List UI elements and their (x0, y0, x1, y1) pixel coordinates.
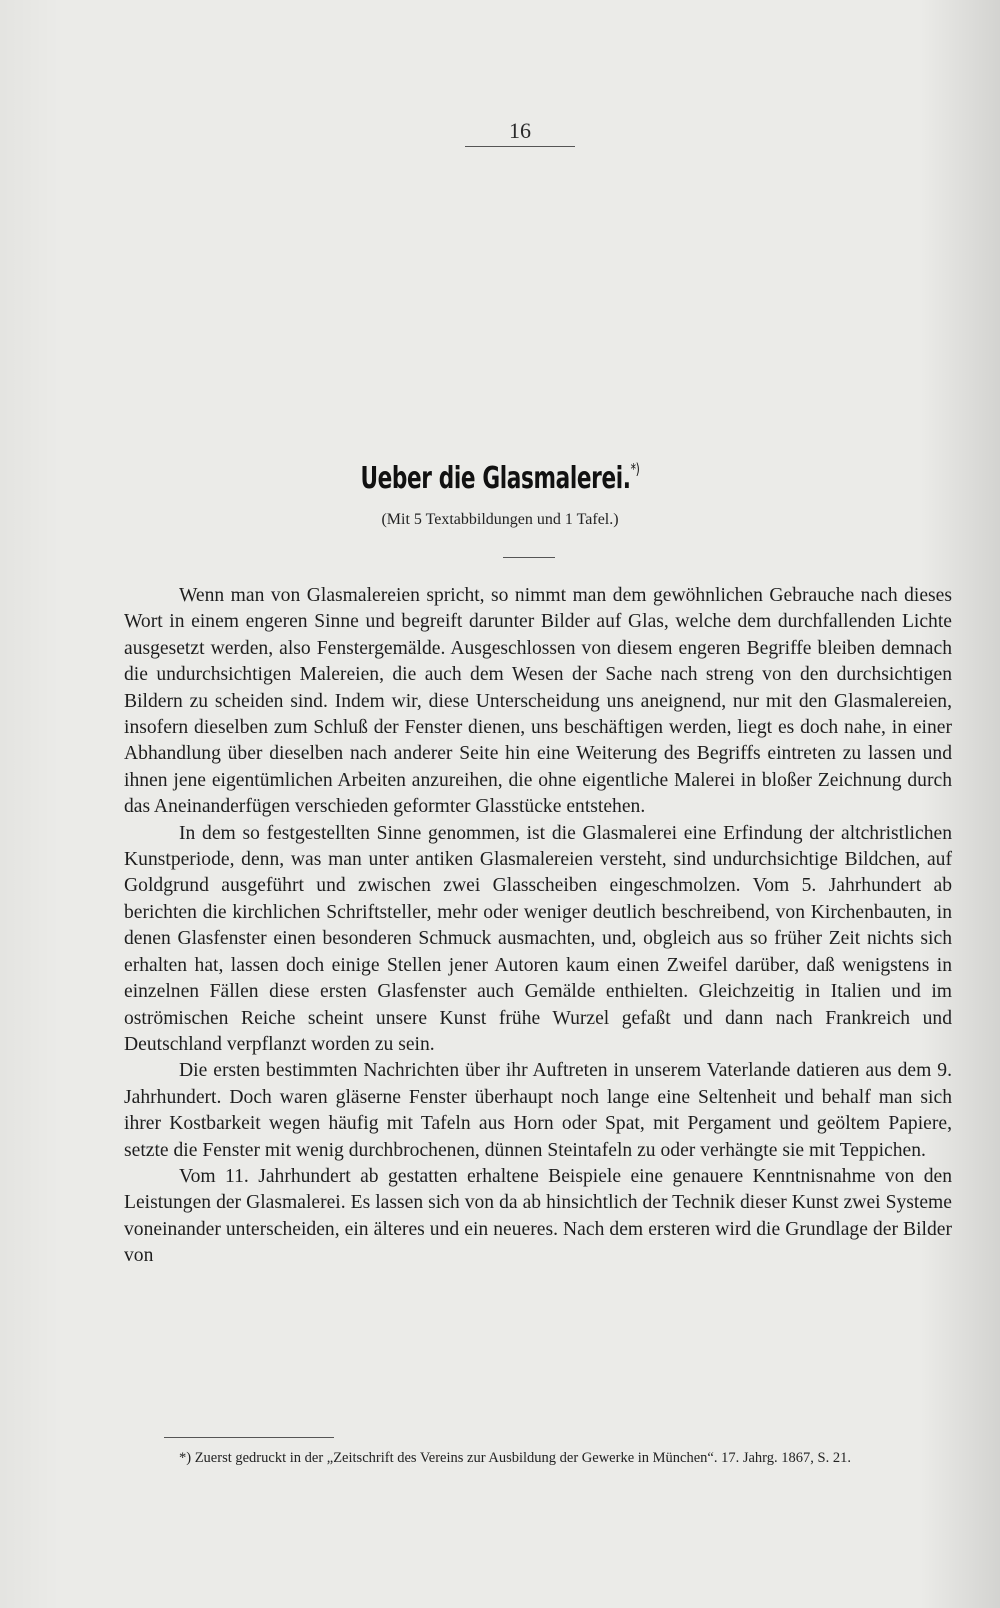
title-footnote-mark: *) (630, 460, 640, 478)
paragraph: Die ersten bestimmten Nachrichten über ihr Auftreten in unserem Vaterlande datieren aus dem 9. Jahrhundert. Doch waren gläserne Fenster überhaupt noch lange eine Seltenheit und behalf man sich ihrer Kostbarkeit wegen häufig mit Tafeln aus Horn oder Spat, mit Pergament und geöltem Papiere, setzte die Fenster mit wenig durchbrochenen, dünnen Steintafeln zu oder verhängte sie mit Teppichen. (124, 1060, 952, 1161)
paragraph: Vom 11. Jahrhundert ab gestatten erhaltene Beispiele eine genauere Kenntnisnahme von den Leistungen der Glasmalerei. Es lassen sich von da ab hinsichtlich der Technik dieser Kunst zwei Systeme voneinander unterscheiden, ein älteres und ein neueres. Nach dem ersteren wird die Grundlage der Bilder von (124, 1165, 952, 1267)
article-title (140, 460, 860, 496)
footnote: *) Zuerst gedruckt in der „Zeitschrift des Vereins zur Ausbildung der Gewerke in München“. 17. Jahrg. 1867, S. 21. (179, 1450, 851, 1466)
paragraph: Wenn man von Glasmalereien spricht, so nimmt man dem gewöhnlichen Gebrauche nach dieses Wort in einem engeren Sinne und begreift darunter Bilder auf Glas, welche dem durchfallenden Lichte ausgesetzt werden, also Fenstergemälde. Ausgeschlossen von diesem engeren Begriffe bleiben demnach die undurchsichtigen Malereien, die auch dem Wesen der Sache nach streng von den durchsichtigen Bildern zu scheiden sind. Indem wir, diese Unterscheidung uns aneignend, nur mit den Glasmalereien, insofern dieselben zum Schluß der Fenster dienen, uns beschäftigen werden, liegt es doch nahe, in einer Abhandlung über dieselben nach anderer Seite hin eine Weiterung des Begriffs eintreten zu lassen und ihnen jene eigentümlichen Arbeiten anzureihen, die ohne eigentliche Malerei in bloßer Zeichnung durch das Aneinanderfügen verschieden geformter Glasstücke entstehen. (124, 585, 952, 818)
body-text (124, 583, 952, 1270)
footnote-rule (164, 1437, 334, 1438)
article-subtitle: (Mit 5 Textabbildungen und 1 Tafel.) (381, 511, 619, 528)
paragraph: In dem so festgestellten Sinne genommen, ist die Glasmalerei eine Erfindung der altchristlichen Kunstperiode, denn, was man unter antiken Glasmalereien versteht, sind undurchsichtige Bildchen, auf Goldgrund ausgeführt und zwischen zwei Glasscheiben eingeschmolzen. Vom 5. Jahrhundert ab berichten die kirchlichen Schriftsteller, mehr oder weniger deutlich beschreibend, von Kirchenbauten, in denen Glasfenster einen besonderen Schmuck ausmachten, und, obgleich aus so früher Zeit nichts sich erhalten hat, lassen doch einige Stellen jener Autoren kaum einen Zweifel darüber, daß wenigstens in einzelnen Fällen diese ersten Glasfenster auch Gemälde enthielten. Gleichzeitig in Italien und im oströmischen Reiche scheint unsere Kunst frühe Wurzel gefaßt und dann nach Frankreich und Deutschland verpflanzt worden zu sein. (124, 822, 952, 1055)
page-number: 16 (509, 118, 531, 143)
article-title-text: Ueber die Glasmalerei. (360, 461, 631, 496)
header-rule (465, 146, 575, 147)
title-rule (503, 557, 555, 558)
